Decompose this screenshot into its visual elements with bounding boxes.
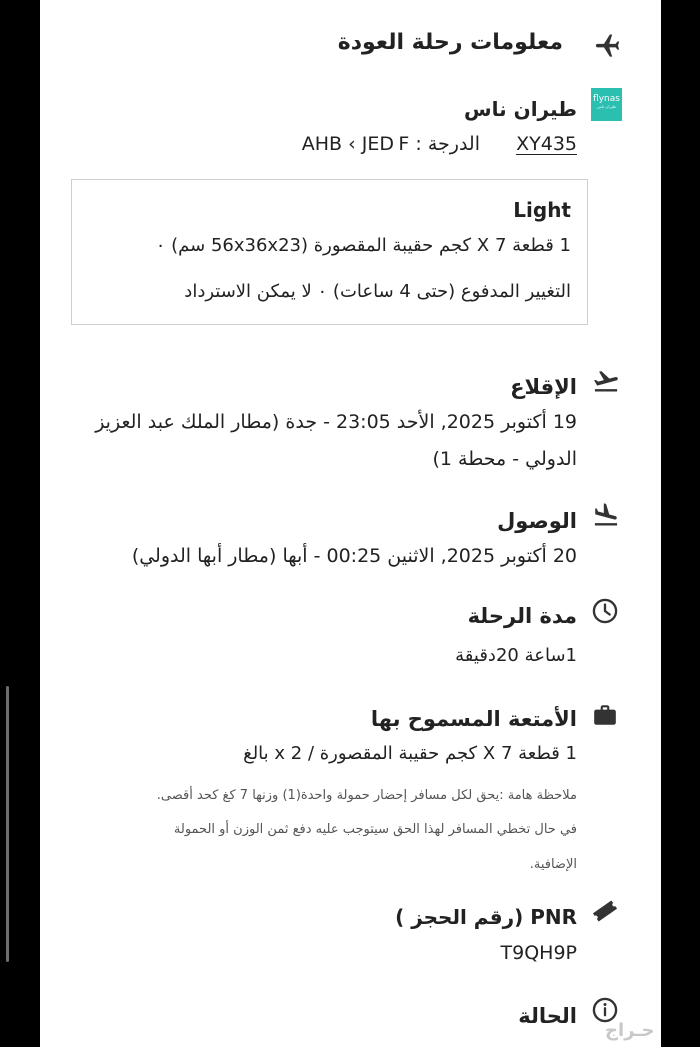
arrival-line-1: 20 أكتوبر 2025, الاثنين 00:25 - أبها (مطار أبها الدولي) — [131, 545, 577, 567]
duration-value: 1ساعة 20دقيقة — [455, 645, 577, 666]
flight-details-panel — [40, 0, 661, 1047]
baggage-note-line-3: الإضافية. — [529, 857, 577, 872]
baggage-title: الأمتعة المسموح بها — [370, 707, 577, 731]
status-title: الحالة — [518, 1004, 577, 1028]
flight-class: الدرجة : F — [398, 133, 480, 155]
flight-number[interactable]: XY435 — [516, 133, 577, 155]
baggage-note-line-2: في حال تخطي المسافر لهذا الحق سيتوجب عليه دفع ثمن الوزن أو الحمولة — [173, 822, 577, 837]
briefcase-icon — [591, 702, 619, 728]
watermark: حـراج — [605, 1020, 655, 1041]
duration-title: مدة الرحلة — [467, 604, 577, 628]
departure-title: الإقلاع — [510, 375, 577, 399]
fare-name: Light — [513, 198, 571, 222]
section-title: معلومات رحلة العودة — [337, 30, 563, 55]
departure-line-1: 19 أكتوبر 2025, الأحد 23:05 - جدة (مطار الملك عبد العزيز — [95, 411, 577, 433]
clock-icon — [591, 597, 619, 625]
fare-line-2: التغيير المدفوع (حتى 4 ساعات) ٠ لا يمكن الاسترداد — [184, 281, 571, 302]
airline-logo: flynas طيران ناس — [591, 88, 622, 121]
fare-box — [71, 179, 588, 325]
pnr-value: T9QH9P — [500, 942, 577, 964]
airplane-icon — [592, 31, 623, 59]
flight-route: AHB ‹ JED — [301, 133, 394, 155]
baggage-note-line-1: ملاحظة هامة :يحق لكل مسافر إحضار حمولة واحدة(1) وزنها 7 كغ كحد أقصى. — [156, 788, 577, 803]
baggage-value: 1 قطعة 7 X كجم حقيبة المقصورة / 2 x بالغ — [243, 743, 577, 764]
fare-line-1: 1 قطعة 7 X كجم حقيبة المقصورة (56x36x23 سم) ٠ — [155, 235, 571, 256]
arrival-title: الوصول — [497, 509, 577, 533]
scrollbar[interactable] — [6, 686, 9, 962]
takeoff-icon — [591, 367, 621, 395]
airline-name: طيران ناس — [464, 97, 577, 121]
departure-line-2: الدولي - محطة 1) — [432, 448, 577, 470]
pnr-title: PNR (رقم الحجز ) — [395, 905, 577, 929]
landing-icon — [591, 501, 621, 529]
ticket-icon — [590, 896, 620, 926]
